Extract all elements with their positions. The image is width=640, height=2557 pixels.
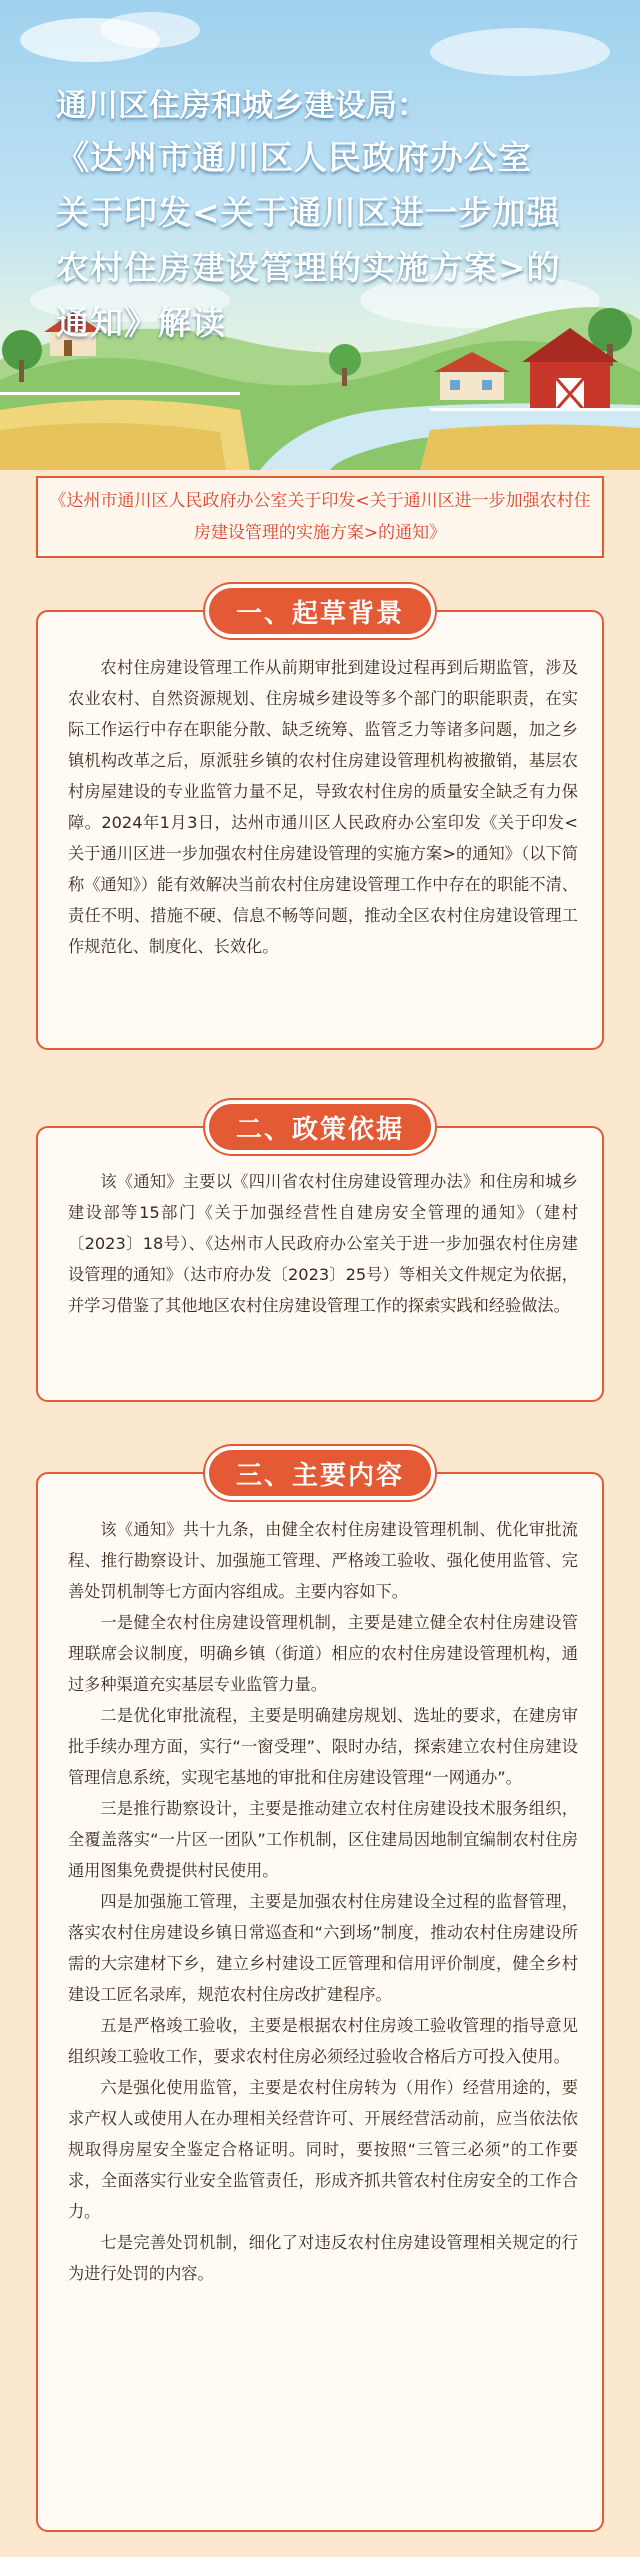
hero-banner bbox=[0, 0, 640, 470]
section-heading-background bbox=[205, 584, 435, 638]
title-line-1: 通川区住房和城乡建设局： bbox=[56, 88, 428, 124]
paragraph-item-7: 七是完善处罚机制，细化了对违反农村住房建设管理相关规定的行为进行处罚的内容。 bbox=[68, 2233, 578, 2283]
paragraph-item-5: 五是严格竣工验收，主要是根据农村住房竣工验收管理的指导意见组织竣工验收工作，要求农村住房必须经过验收合格后方可投入使用。 bbox=[68, 2016, 578, 2066]
section-background-text bbox=[68, 652, 578, 962]
title-line-5: 通知》解读 bbox=[56, 303, 226, 342]
paragraph-item-1: 一是健全农村住房建设管理机制，主要是建立健全农村住房建设管理联席会议制度，明确乡镇（街道）相应的农村住房建设管理机构，通过多种渠道充实基层专业监管力量。 bbox=[68, 1613, 578, 1694]
section-heading-text: 一、起草背景 bbox=[235, 598, 404, 629]
document-title-box bbox=[36, 476, 604, 558]
paragraph-intro: 该《通知》共十九条，由健全农村住房建设管理机制、优化审批流程、推行勘察设计、加强施工管理、严格竣工验收、强化使用监管、完善处罚机制等七方面内容组成。主要内容如下。 bbox=[68, 1520, 578, 1601]
title-line-3: 关于印发<关于通川区进一步加强 bbox=[56, 193, 561, 232]
section-heading-policy bbox=[205, 1100, 435, 1154]
document-title: 《达州市通川区人民政府办公室关于印发<关于通川区进一步加强农村住房建设管理的实施方案>的通知》 bbox=[49, 491, 591, 543]
paragraph-item-6: 六是强化使用监管，主要是农村住房转为（用作）经营用途的，要求产权人或使用人在办理相关经营许可、开展经营活动前，应当依法依规取得房屋安全鉴定合格证明。同时，要按照“三管三必须”的工作要求，全面落实行业安全监管责任，形成齐抓共管农村住房安全的工作合力。 bbox=[68, 2078, 578, 2221]
page-title bbox=[56, 82, 616, 350]
paragraph: 农村住房建设管理工作从前期审批到建设过程再到后期监管，涉及农业农村、自然资源规划、住房城乡建设等多个部门的职能职责，在实际工作运行中存在职能分散、缺乏统筹、监管乏力等诸多问题，加之乡镇机构改革之后，原派驻乡镇的农村住房建设管理机构被撤销，基层农村房屋建设的专业监管力量不足，导致农村住房的质量安全缺乏有力保障。2024年1月3日，达州市通川区人民政府办公室印发《关于印发<关于通川区进一步加强农村住房建设管理的实施方案>的通知》（以下简称《通知》）能有效解决当前农村住房建设管理工作中存在的职能不清、责任不明、措施不硬、信息不畅等问题，推动全区农村住房建设管理工作规范化、制度化、长效化。 bbox=[68, 658, 578, 956]
paragraph-item-4: 四是加强施工管理，主要是加强农村住房建设全过程的监督管理，落实农村住房建设乡镇日常巡查和“六到场”制度，推动农村住房建设所需的大宗建材下乡，建立乡村建设工匠管理和信用评价制度，健全乡村建设工匠名录库，规范农村住房改扩建程序。 bbox=[68, 1892, 578, 2004]
section-policy-text bbox=[68, 1166, 578, 1321]
section-heading-main-content bbox=[205, 1446, 435, 1500]
paragraph-item-3: 三是推行勘察设计，主要是推动建立农村住房建设技术服务组织，全覆盖落实“一片区一团队”工作机制，区住建局因地制宜编制农村住房通用图集免费提供村民使用。 bbox=[68, 1799, 578, 1880]
section-heading-text: 二、政策依据 bbox=[235, 1114, 404, 1145]
section-main-content-text bbox=[68, 1514, 578, 2289]
section-heading-text: 三、主要内容 bbox=[235, 1460, 404, 1491]
paragraph: 该《通知》主要以《四川省农村住房建设管理办法》和住房和城乡建设部等15部门《关于加强经营性自建房安全管理的通知》（建村〔2023〕18号）、《达州市人民政府办公室关于进一步加强农村住房建设管理的通知》（达市府办发〔2023〕25号）等相关文件规定为依据，并学习借鉴了其他地区农村住房建设管理工作的探索实践和经验做法。 bbox=[68, 1172, 578, 1315]
title-line-4: 农村住房建设管理的实施方案>的 bbox=[56, 248, 561, 287]
title-line-2: 《达州市通川区人民政府办公室 bbox=[56, 138, 532, 177]
paragraph-item-2: 二是优化审批流程，主要是明确建房规划、选址的要求，在建房审批手续办理方面，实行“一窗受理”、限时办结，探索建立农村住房建设管理信息系统，实现宅基地的审批和住房建设管理“一网通办”。 bbox=[68, 1706, 578, 1787]
